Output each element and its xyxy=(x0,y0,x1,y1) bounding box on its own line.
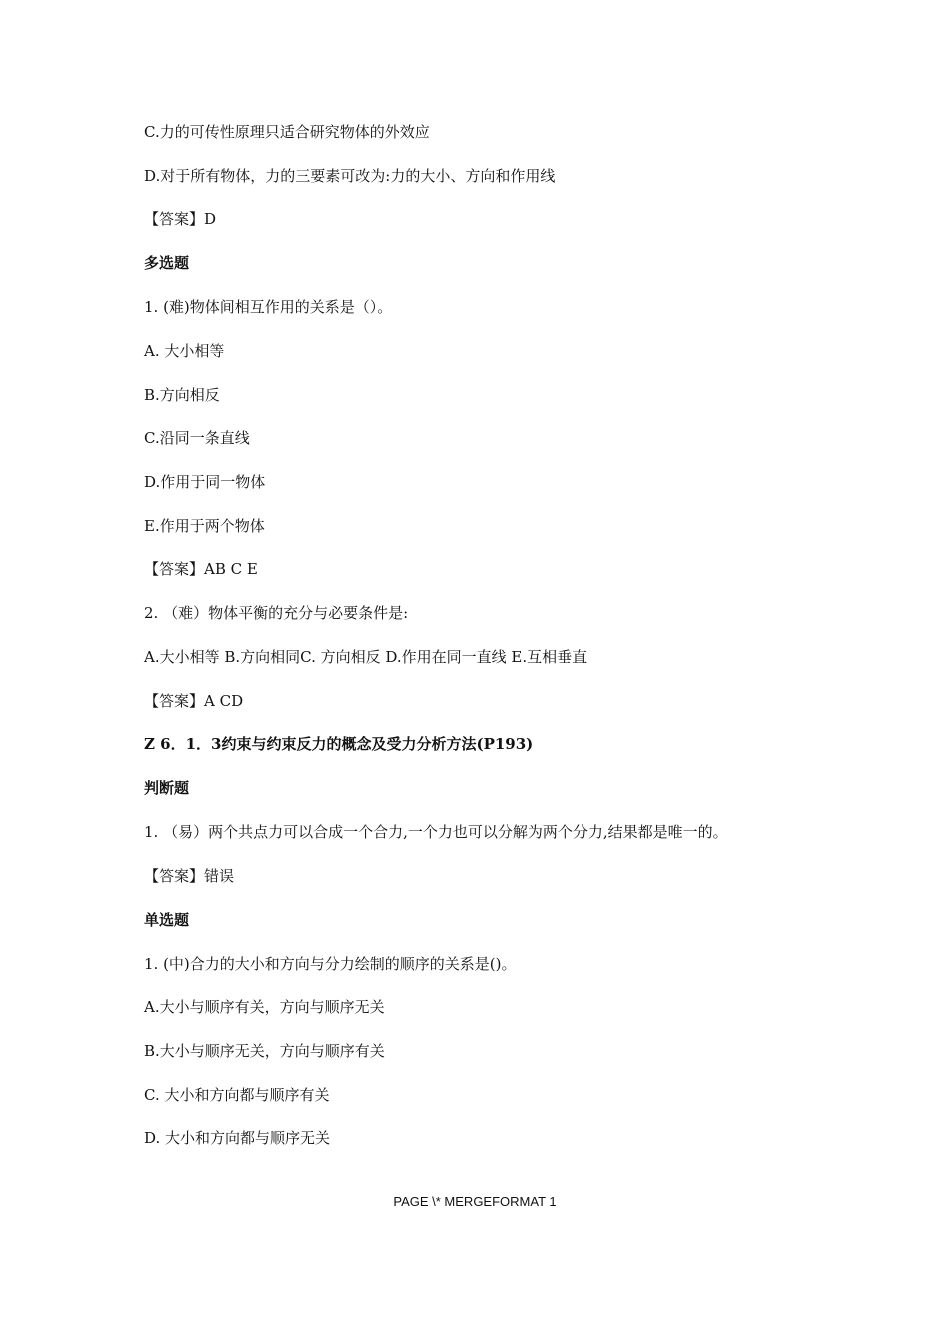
answer-text: 【答案】D xyxy=(144,210,217,228)
question-text: 2. （难）物体平衡的充分与必要条件是: xyxy=(144,604,409,622)
option-c-text: C.沿同一条直线 xyxy=(144,429,250,447)
option-d-text: D.作用于同一物体 xyxy=(144,473,266,491)
option-a-text: A. 大小相等 xyxy=(144,342,225,360)
option-e-text: E.作用于两个物体 xyxy=(144,517,265,535)
option-b-text: B.大小与顺序无关，方向与顺序有关 xyxy=(144,1042,385,1060)
options-inline-text: A.大小相等 B.方向相同C. 方向相反 D.作用在同一直线 E.互相垂直 xyxy=(144,648,588,666)
option-b-text: B.方向相反 xyxy=(144,386,220,404)
answer-text: 【答案】A CD xyxy=(144,692,244,710)
page-footer: PAGE \* MERGEFORMAT 1 xyxy=(393,1194,557,1209)
answer-text: 【答案】AB C E xyxy=(144,560,258,578)
question-text: 1. (难)物体间相互作用的关系是（）。 xyxy=(144,298,393,316)
question-text: 1. （易）两个共点力可以合成一个合力,一个力也可以分解为两个分力,结果都是唯一的。 xyxy=(144,823,728,841)
answer-text: 【答案】错误 xyxy=(144,867,235,885)
section-heading-single-choice: 单选题 xyxy=(144,911,190,929)
option-c-text: C. 大小和方向都与顺序有关 xyxy=(144,1086,330,1104)
option-a-text: A.大小与顺序有关，方向与顺序无关 xyxy=(144,998,385,1016)
question-text: 1. (中)合力的大小和方向与分力绘制的顺序的关系是()。 xyxy=(144,955,517,973)
option-d-text: D. 大小和方向都与顺序无关 xyxy=(144,1129,331,1147)
option-c-text: C.力的可传性原理只适合研究物体的外效应 xyxy=(144,123,430,141)
section-heading-multiple-choice: 多选题 xyxy=(144,254,190,272)
section-heading-true-false: 判断题 xyxy=(144,779,190,797)
option-d-text: D.对于所有物体，力的三要素可改为:力的大小、方向和作用线 xyxy=(144,167,556,185)
section-heading-topic: Z 6．1．3约束与约束反力的概念及受力分析方法(P193) xyxy=(144,735,534,753)
